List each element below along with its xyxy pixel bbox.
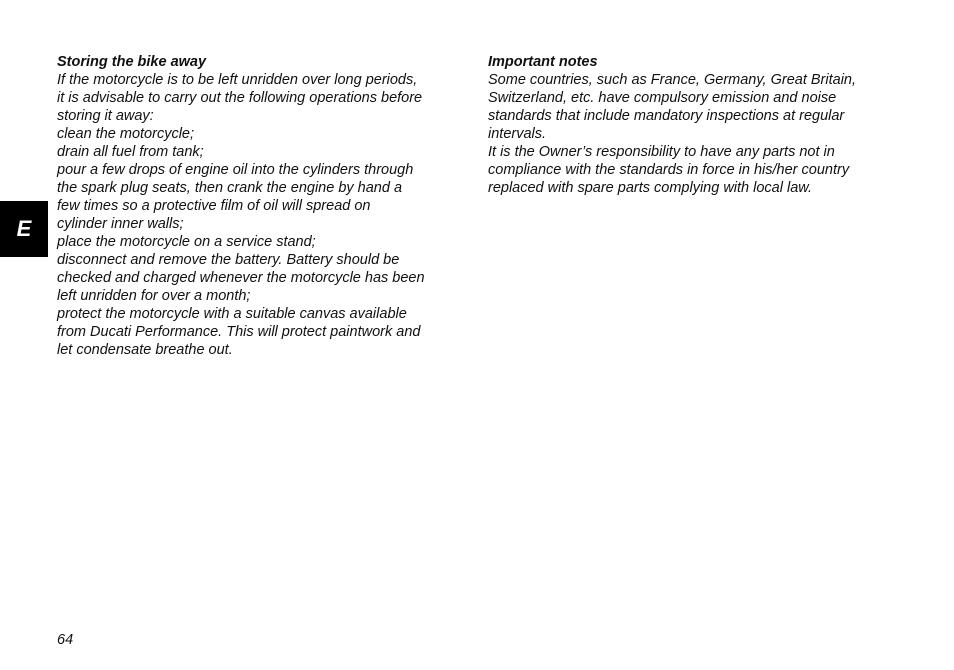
storage-line: let condensate breathe out. [57,342,233,358]
notes-line: Switzerland, etc. have compulsory emission and noise [488,90,837,106]
notes-line: Some countries, such as France, Germany, Great Britain, [488,72,857,88]
notes-line: compliance with the standards in force in his/her country [488,162,850,178]
storage-heading: Storing the bike away [57,54,207,70]
storage-line: left unridden for over a month; [57,288,251,304]
notes-line: It is the Owner’s responsibility to have any parts not in [488,144,835,160]
storage-line: pour a few drops of engine oil into the cylinders through [57,162,414,178]
storage-line: storing it away: [57,108,154,124]
notes-line: replaced with spare parts complying with local law. [488,180,812,196]
storage-line: clean the motorcycle; [57,126,195,142]
page-number: 64 [57,632,74,648]
storage-line: from Ducati Performance. This will protect paintwork and [57,324,421,340]
notes-heading: Important notes [488,54,598,70]
storage-line: it is advisable to carry out the following operations before [57,90,423,106]
section-tab-label: E [16,216,32,241]
storage-line: few times so a protective film of oil will spread on [57,198,371,214]
storage-line: If the motorcycle is to be left unridden over long periods, [57,72,418,88]
storage-section [57,53,477,359]
notes-section [488,53,908,197]
storage-line: checked and charged whenever the motorcycle has been [57,270,425,286]
storage-line: cylinder inner walls; [57,216,184,232]
storage-line: the spark plug seats, then crank the engine by hand a [57,180,403,196]
storage-line: place the motorcycle on a service stand; [57,234,316,250]
notes-line: standards that include mandatory inspections at regular [488,108,845,124]
storage-line: protect the motorcycle with a suitable canvas available [57,306,407,322]
storage-line: drain all fuel from tank; [57,144,204,160]
section-tab [0,201,48,257]
notes-line: intervals. [488,126,547,142]
storage-line: disconnect and remove the battery. Battery should be [57,252,400,268]
